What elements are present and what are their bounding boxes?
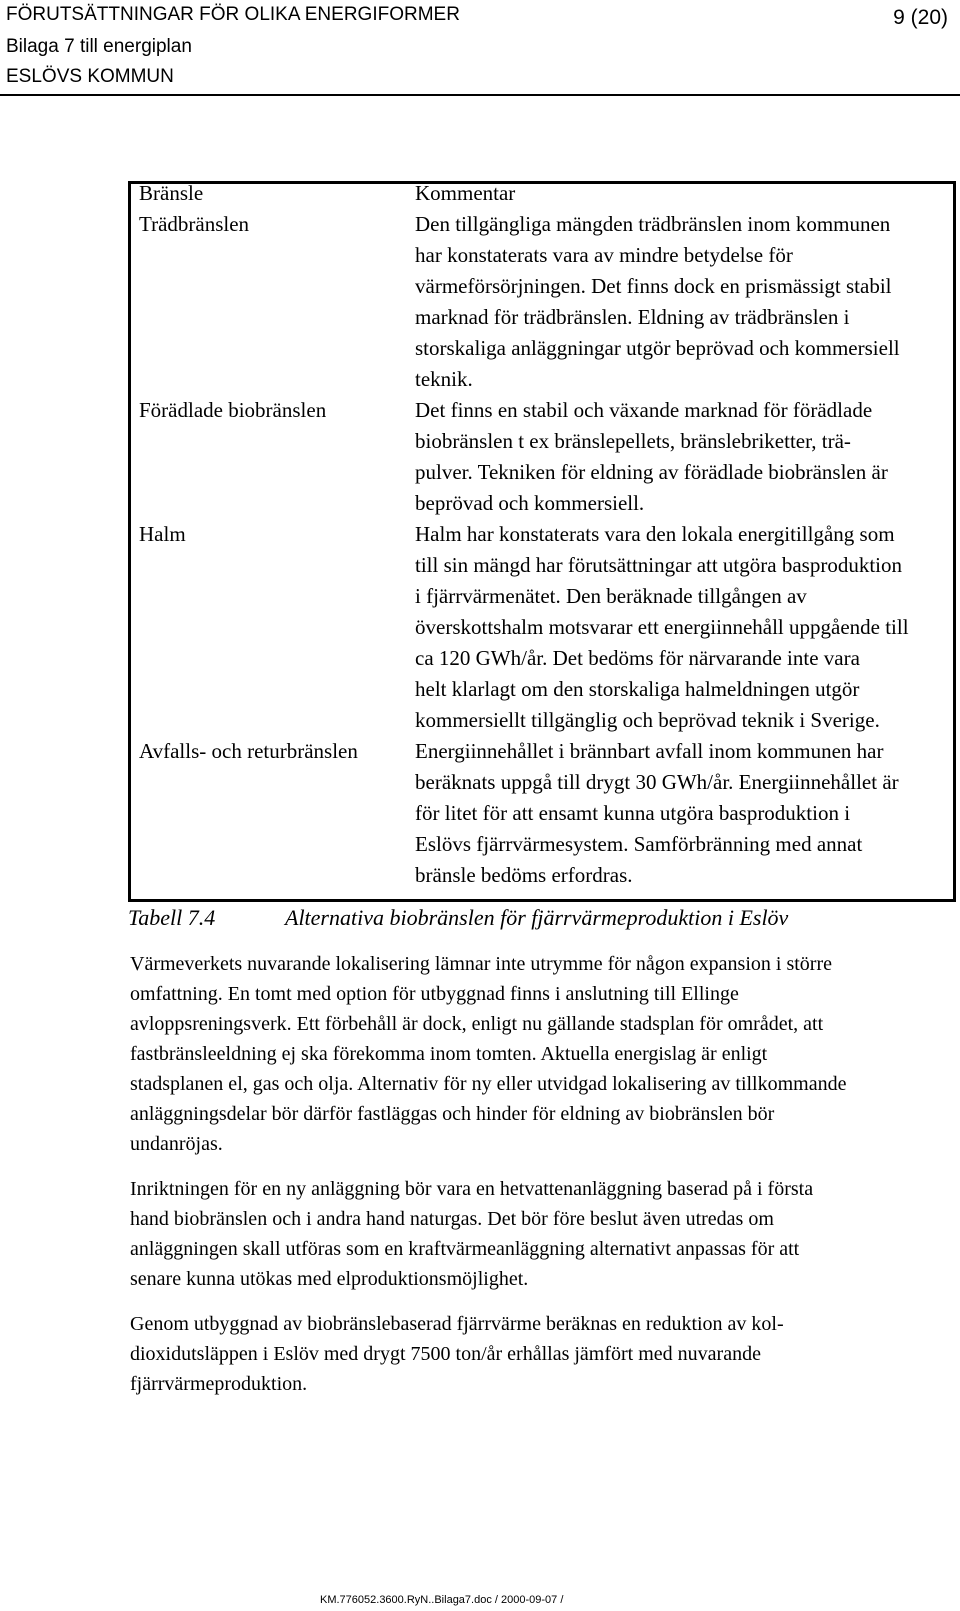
paragraph-line: omfattning. En tomt med option för utbyggnad finns i anslutning till Ellinge — [130, 983, 739, 1005]
paragraph-line: stadsplanen el, gas och olja. Alternativ för ny eller utvidgad lokalisering av tillkommande — [130, 1073, 847, 1095]
comment-cell — [415, 736, 951, 891]
comment-line: bränsle bedöms erfordras. — [415, 863, 633, 887]
paragraph-line: senare kunna utökas med elproduktionsmöjlighet. — [130, 1268, 529, 1290]
fuel-cell: Förädlade biobränslen — [139, 398, 327, 422]
table-caption-text: Alternativa biobränslen för fjärrvärmeproduktion i Eslöv — [285, 905, 789, 930]
comment-line: beräknats uppgå till drygt 30 GWh/år. Energiinnehållet är — [415, 770, 899, 794]
paragraph-line: Genom utbyggnad av biobränslebaserad fjärrvärme beräknas en reduktion av kol- — [130, 1313, 784, 1335]
body-paragraph — [130, 1309, 950, 1399]
fuel-cell: Avfalls- och returbränslen — [139, 739, 358, 763]
running-header-title: FÖRUTSÄTTNINGAR FÖR OLIKA ENERGIFORMER — [6, 4, 460, 25]
comment-cell — [415, 519, 951, 736]
table-caption-label: Tabell 7.4 — [128, 905, 216, 930]
comment-cell — [415, 395, 951, 519]
fuel-cell: Trädbränslen — [139, 212, 250, 236]
running-header-organization: ESLÖVS KOMMUN — [6, 66, 174, 87]
comment-line: Energiinnehållet i brännbart avfall inom kommunen har — [415, 739, 884, 763]
comment-line: marknad för trädbränslen. Eldning av trädbränslen i — [415, 305, 850, 329]
comment-line: Halm har konstaterats vara den lokala energitillgång som — [415, 522, 895, 546]
comment-line: värmeförsörjningen. Det finns dock en prismässigt stabil — [415, 274, 892, 298]
comment-line: Eslövs fjärrvärmesystem. Samförbränning med annat — [415, 832, 863, 856]
page-number: 9 (20) — [893, 6, 948, 29]
comment-line: Den tillgängliga mängden trädbränslen inom kommunen — [415, 212, 891, 236]
comment-line: pulver. Tekniken för eldning av förädlade biobränslen är — [415, 460, 888, 484]
paragraph-line: anläggningsdelar bör därför fastläggas och hinder för eldning av biobränslen bör — [130, 1103, 775, 1125]
paragraph-line: fastbränsleeldning ej ska förekomma inom tomten. Aktuella energislag är enligt — [130, 1043, 768, 1065]
paragraph-line: undanröjas. — [130, 1133, 223, 1155]
column-header-comment — [415, 178, 951, 209]
paragraph-line: hand biobränslen och i andra hand naturgas. Det bör före beslut även utredas om — [130, 1208, 774, 1230]
paragraph-line: fjärrvärmeproduktion. — [130, 1373, 308, 1395]
body-paragraph — [130, 949, 950, 1159]
comment-line: beprövad och kommersiell. — [415, 491, 645, 515]
header-divider — [0, 94, 960, 96]
comment-line: för litet för att ensamt kunna utgöra basproduktion i — [415, 801, 851, 825]
paragraph-line: Inriktningen för en ny anläggning bör vara en hetvattenanläggning baserad på i första — [130, 1178, 814, 1200]
comment-line: till sin mängd har förutsättningar att utgöra basproduktion — [415, 553, 902, 577]
fuel-cell: Halm — [139, 522, 186, 546]
comment-line: helt klarlagt om den storskaliga halmeldningen utgör — [415, 677, 860, 701]
comment-line: har konstaterats vara av mindre betydelse för — [415, 243, 793, 267]
column-header-fuel: Bränsle — [139, 181, 204, 205]
paragraph-line: anläggningen skall utföras som en kraftvärmeanläggning alternativt anpassas för att — [130, 1238, 800, 1260]
comment-line: kommersiellt tillgänglig och beprövad teknik i Sverige. — [415, 708, 880, 732]
comment-line: teknik. — [415, 367, 473, 391]
comment-cell — [415, 209, 951, 395]
running-header-subtitle: Bilaga 7 till energiplan — [6, 36, 192, 57]
comment-line: storskaliga anläggningar utgör beprövad och kommersiell — [415, 336, 900, 360]
fuel-comment-table — [128, 181, 956, 902]
paragraph-line: dioxidutsläppen i Eslöv med drygt 7500 ton/år erhållas jämfört med nuvarande — [130, 1343, 761, 1365]
column-header-comment-text: Kommentar — [415, 181, 516, 205]
body-paragraph — [130, 1174, 950, 1294]
document-footer: KM.776052.3600.RyN..Bilaga7.doc / 2000-09-07 / — [320, 1594, 564, 1606]
comment-line: i fjärrvärmenätet. Den beräknade tillgången av — [415, 584, 807, 608]
comment-line: överskottshalm motsvarar ett energiinnehåll uppgående till — [415, 615, 909, 639]
paragraph-line: Värmeverkets nuvarande lokalisering lämnar inte utrymme för någon expansion i större — [130, 953, 832, 975]
paragraph-line: avloppsreningsverk. Ett förbehåll är dock, enligt nu gällande stadsplan för området, att — [130, 1013, 824, 1035]
comment-line: biobränslen t ex bränslepellets, bränslebriketter, trä- — [415, 429, 851, 453]
comment-line: ca 120 GWh/år. Det bedöms för närvarande inte vara — [415, 646, 860, 670]
comment-line: Det finns en stabil och växande marknad för förädlade — [415, 398, 873, 422]
